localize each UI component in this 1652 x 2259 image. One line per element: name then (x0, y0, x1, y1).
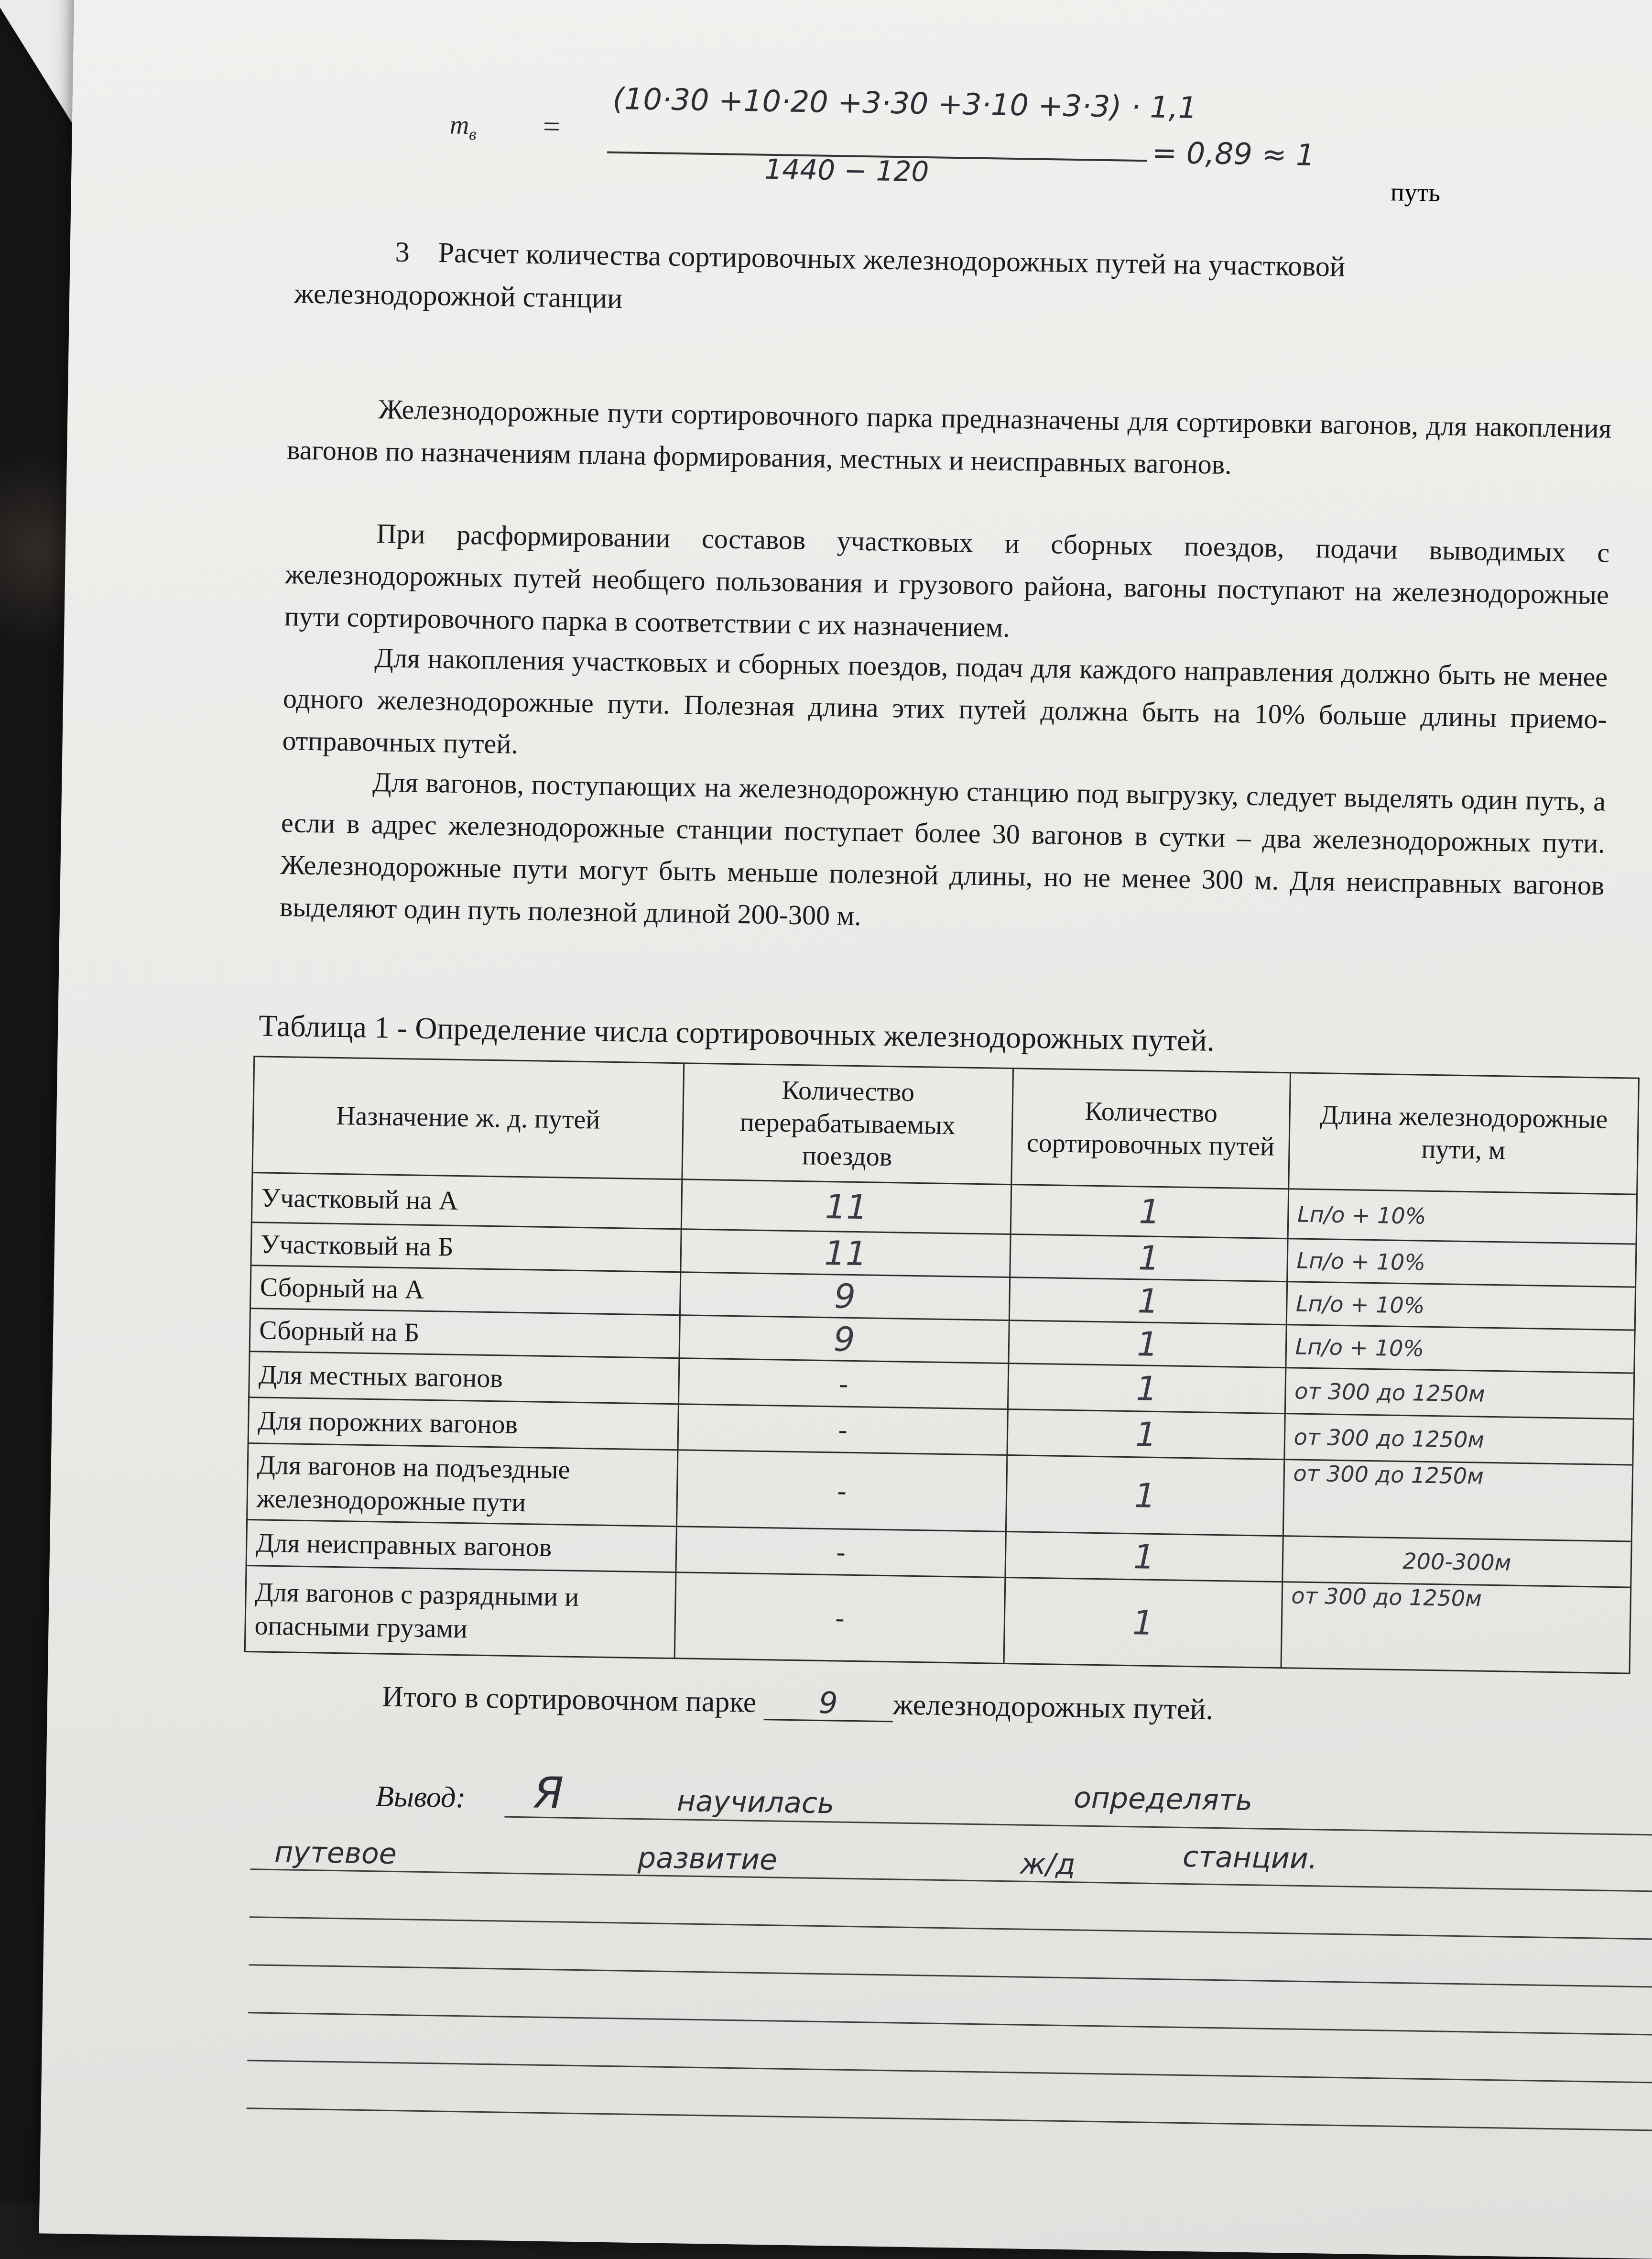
cell-trains: 9 (679, 1315, 1010, 1364)
conclusion-line (249, 1964, 1652, 1987)
conclusion-word: Я (533, 1768, 564, 1819)
formula-lhs: $m_в$ (449, 110, 477, 144)
cell-purpose: Сборный на Б (250, 1309, 680, 1358)
conclusion-word: научилась (676, 1784, 835, 1821)
cell-tracks: 1 (1011, 1185, 1288, 1239)
cell-length: Lп/о + 10% (1286, 1282, 1636, 1330)
cell-trains: - (678, 1358, 1009, 1409)
conclusion-line (247, 2060, 1652, 2083)
conclusion-line (250, 1868, 1652, 1892)
cell-tracks: 1 (1010, 1234, 1288, 1282)
cell-length: Lп/о + 10% (1287, 1239, 1636, 1287)
cell-tracks: 1 (1005, 1532, 1283, 1582)
cell-trains: - (674, 1572, 1005, 1664)
cell-trains: - (678, 1404, 1008, 1455)
cell-length: от 300 до 1250м (1283, 1460, 1633, 1541)
section-heading: 3 Расчет количества сортировочных железнодорожных путей на участковой (395, 236, 1346, 283)
conclusion-line (248, 2012, 1652, 2035)
total-value: 9 (763, 1685, 893, 1722)
cell-trains: 9 (680, 1272, 1010, 1320)
cell-purpose: Для неисправных вагонов (246, 1520, 676, 1572)
cell-purpose: Для порожних вагонов (248, 1397, 678, 1450)
cell-tracks: 1 (1008, 1364, 1286, 1414)
cell-length: Lп/о + 10% (1288, 1189, 1637, 1244)
total-line: Итого в сортировочном парке 9 железнодорожных путей. (381, 1680, 1214, 1726)
tracks-table (244, 1056, 1640, 1674)
section-heading-line2: железнодорожной станции (293, 277, 623, 315)
cell-trains: - (676, 1450, 1007, 1532)
cell-length: от 300 до 1250м (1285, 1368, 1634, 1419)
document-page (39, 0, 1652, 2259)
cell-tracks: 1 (1009, 1320, 1286, 1368)
cell-tracks: 1 (1004, 1578, 1282, 1668)
conclusion-word: путевое (274, 1835, 397, 1871)
header-length: Длина железнодорожные пути, м (1288, 1073, 1639, 1194)
cell-length: от 300 до 1250м (1284, 1414, 1634, 1465)
cell-tracks: 1 (1007, 1409, 1285, 1460)
header-tracks: Количество сортировочных путей (1011, 1069, 1290, 1189)
paragraph-4: Для вагонов, поступающих на железнодорожную станцию под выгрузку, следует выделять один путь, а если в адрес железнодорожные станции поступает более 30 вагонов в сутки – два железнодорожных пути. Железнодорожные пути могут быть меньше полезной длины, но не менее 300 м. Для неисправных вагонов выделяют один путь полезной длиной 200-300 м. (279, 766, 1606, 932)
conclusion-line (247, 2107, 1652, 2131)
cell-length: от 300 до 1250м (1281, 1582, 1631, 1673)
table-header-row (252, 1057, 1639, 1194)
header-trains: Количество перерабатываемых поездов (682, 1063, 1013, 1185)
paragraph-1: Железнодорожные пути сортировочного парка предназначены для сортировки вагонов, для накопления вагонов по назначениям плана формирования, местных и неисправных вагонов. (286, 393, 1612, 480)
cell-tracks: 1 (1010, 1277, 1287, 1325)
formula-result: = 0,89 ≈ 1 (1152, 135, 1315, 173)
conclusion-word: определять (1073, 1781, 1253, 1818)
formula-numerator: (10·30 +10·20 +3·30 +3·10 +3·3) · 1,1 (612, 81, 1197, 125)
cell-trains: 11 (681, 1179, 1011, 1234)
cell-purpose: Участковый на Б (251, 1222, 681, 1272)
formula-denominator: 1440 − 120 (764, 153, 929, 188)
cell-purpose: Сборный на А (250, 1266, 681, 1315)
cell-trains: 11 (681, 1229, 1011, 1277)
conclusion-label: Вывод: (375, 1780, 466, 1814)
cell-length: Lп/о + 10% (1286, 1325, 1635, 1373)
conclusion-line (504, 1816, 1652, 1836)
formula-unit: путь (1390, 177, 1441, 207)
paragraph-2: При расформировании составов участковых и сборных поездов, подачи выводимых с железнодорожных путей необщего пользования и грузового района, вагоны поступают на железнодорожные пути сортировочного парка в соответствии с их назначением. (284, 518, 1610, 643)
table-caption: Таблица 1 - Определение числа сортировочных железнодорожных путей. (258, 1008, 1215, 1058)
conclusion-word: развитие (637, 1841, 778, 1877)
cell-purpose: Для местных вагонов (249, 1352, 679, 1404)
formula-equals: = (543, 109, 561, 144)
conclusion-word: станции. (1182, 1840, 1318, 1876)
conclusion-word: ж/д (1020, 1847, 1076, 1882)
cell-trains: - (676, 1527, 1006, 1578)
paragraph-3: Для накопления участковых и сборных поездов, подач для каждого направления должно быть не менее одного железнодорожные пути. Полезная длина этих путей должна быть на 10% больше длины приемо-отправочных путей. (282, 642, 1608, 760)
cell-length: 200-300м (1282, 1536, 1632, 1587)
cell-purpose: Участковый на А (251, 1173, 682, 1229)
cell-purpose: Для вагонов на подъездные железнодорожные пути (247, 1443, 678, 1527)
cell-purpose: Для вагонов с разрядными и опасными грузами (245, 1566, 675, 1659)
header-purpose: Назначение ж. д. путей (252, 1057, 684, 1179)
conclusion-line (250, 1916, 1652, 1940)
cell-tracks: 1 (1006, 1455, 1284, 1536)
